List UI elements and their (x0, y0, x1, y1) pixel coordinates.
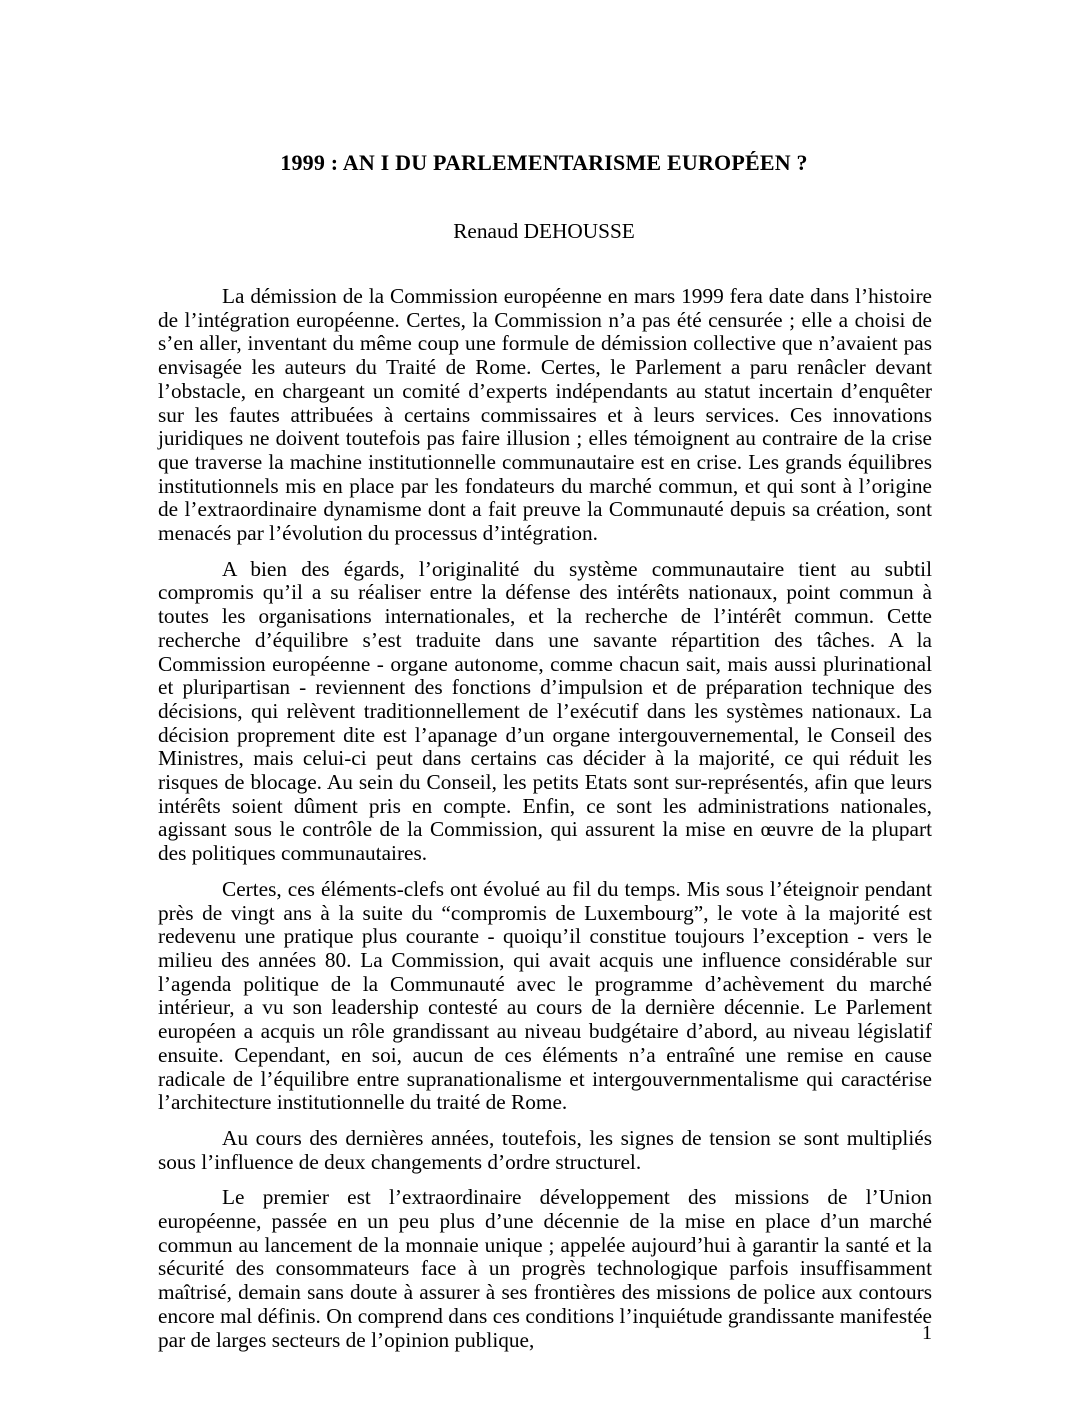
paragraph: Au cours des dernières années, toutefois, les signes de tension se sont multipliés sous l’influence de deux changements d’ordre structurel. (158, 1125, 932, 1174)
document-title: 1999 : AN I DU PARLEMENTARISME EUROPÉEN ? (280, 150, 808, 175)
page-number: 1 (922, 1322, 932, 1344)
paragraph: La démission de la Commission européenne en mars 1999 fera date dans l’histoire de l’intégration européenne. Certes, la Commission n’a pas été censurée ; elle a choisi de s’en aller, inventant du même coup une formule de démission collective que n’avaient pas envisagée les auteurs du Traité de Rome. Certes, le Parlement a paru renâcler devant l’obstacle, en chargeant un comité d’experts indépendants au statut incertain d’enquêter sur les fautes attribuées à certains commissaires et à leurs services. Ces innovations juridiques ne doivent toutefois pas faire illusion ; elles témoignent au contraire de la crise que traverse la machine institutionnelle communautaire est en crise. Les grands équilibres institutionnels mis en place par les fondateurs du marché commun, et qui sont à l’origine de l’extraordinaire dynamisme dont a fait preuve la Communauté depuis sa création, sont menacés par l’évolution du processus d’intégration. (158, 284, 932, 546)
document-body (158, 285, 932, 1364)
paragraph: Certes, ces éléments-clefs ont évolué au fil du temps. Mis sous l’éteignoir pendant près de vingt ans à la suite du “compromis de Luxembourg”, le vote à la majorité est redevenu une pratique plus courante - quoiqu’il constitue toujours l’exception - vers le milieu des années 80. La Commission, qui avait acquis une influence considérable sur l’agenda politique de la Communauté avec le programme d’achèvement du marché intérieur, a vu son leadership contesté au cours de la dernière décennie. Le Parlement européen a acquis un rôle grandissant au niveau budgétaire d’abord, au niveau législatif ensuite. Cependant, en soi, aucun de ces éléments n’a entraîné une remise en cause radicale de l’équilibre entre supranationalisme et intergouvernmentalisme qui caractérise l’architecture institutionnelle du traité de Rome. (158, 876, 932, 1115)
author-name: Renaud DEHOUSSE (453, 219, 635, 243)
paragraph: Le premier est l’extraordinaire développement des missions de l’Union européenne, passée en un peu plus d’une décennie de la mise en place d’un marché commun au lancement de la monnaie unique ; appelée aujourd’hui à garantir la santé et la sécurité des consommateurs face à un progrès technologique parfois insuffisamment maîtrisé, demain sans doute à assurer à ses frontières des missions de police aux contours encore mal définis. On comprend dans ces conditions l’inquiétude grandissante manifestée par de larges secteurs de l’opinion publique, (158, 1185, 932, 1352)
paragraph: A bien des égards, l’originalité du système communautaire tient au subtil compromis qu’il a su réaliser entre la défense des intérêts nationaux, point commun à toutes les organisations internationales, et la recherche de l’intérêt commun. Cette recherche d’équilibre s’est traduite dans une savante répartition des tâches. A la Commission européenne - organe autonome, comme chacun sait, mais aussi plurinational et pluripartisan - reviennent des fonctions d’impulsion et de préparation technique des décisions, qui relèvent traditionnellement de l’exécutif dans les systèmes nationaux. La décision proprement dite est l’apanage d’un organe intergouvernemental, le Conseil des Ministres, mais celui-ci peut dans certains cas décider à la majorité, ce qui réduit les risques de blocage. Au sein du Conseil, les petits Etats sont sur-représentés, afin que leurs intérêts soient dûment pris en compte. Enfin, ce sont les administrations nationales, agissant sous le contrôle de la Commission, qui assurent la mise en œuvre de la plupart des politiques communautaires. (158, 556, 932, 866)
